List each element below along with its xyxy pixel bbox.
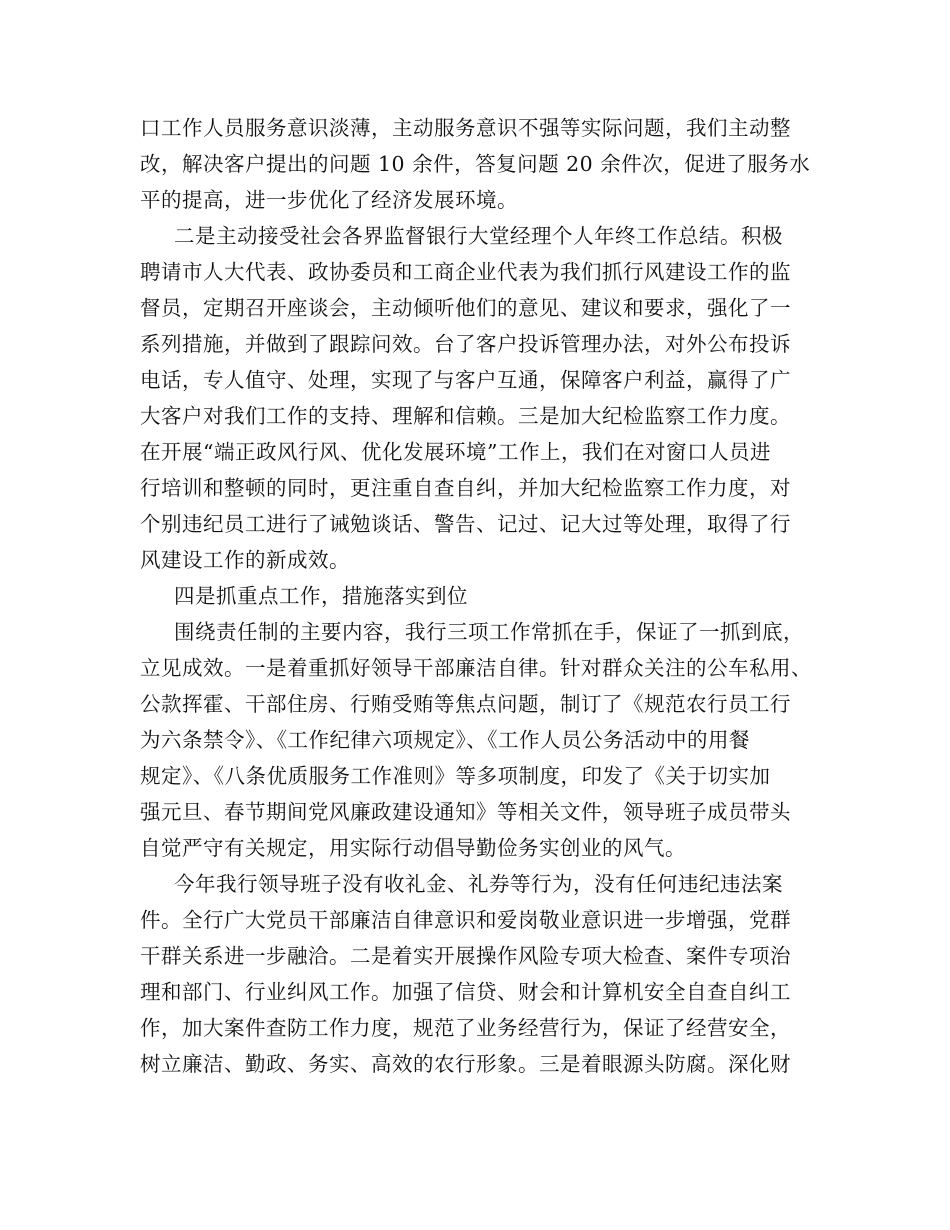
text-line: 件。全行广大党员干部廉洁自律意识和爱岗敬业意识进一步增强，党群 — [140, 908, 791, 932]
text-line: 聘请市人大代表、政协委员和工商企业代表为我们抓行风建设工作的监 — [140, 260, 791, 284]
text-line: 改，解决客户提出的问题 10 余件，答复问题 20 余件次，促进了服务水 — [140, 152, 811, 176]
text-line: 在开展“端正政风行风、优化发展环境”工作上，我们在对窗口人员进 — [140, 440, 771, 464]
text-line: 四是抓重点工作，措施落实到位 — [174, 584, 468, 608]
document-body — [140, 110, 830, 1082]
text-line: 规定》、《八条优质服务工作准则》等多项制度，印发了《关于切实加 — [140, 764, 771, 788]
text-line: 干群关系进一步融洽。二是着实开展操作风险专项大检查、案件专项治 — [140, 944, 791, 968]
text-line: 个别违纪员工进行了诫勉谈话、警告、记过、记大过等处理，取得了行 — [140, 512, 791, 536]
text-line: 强元旦、春节期间党风廉政建设通知》等相关文件，领导班子成员带头 — [140, 800, 791, 824]
text-line: 风建设工作的新成效。 — [140, 548, 350, 572]
text-line: 自觉严守有关规定，用实际行动倡导勤俭务实创业的风气。 — [140, 836, 686, 860]
text-line: 行培训和整顿的同时，更注重自查自纠，并加大纪检监察工作力度，对 — [140, 476, 791, 500]
text-line: 大客户对我们工作的支持、理解和信赖。三是加大纪检监察工作力度。 — [140, 404, 791, 428]
text-line: 为六条禁令》、《工作纪律六项规定》、《工作人员公务活动中的用餐 — [140, 728, 750, 752]
text-line: 立见成效。一是着重抓好领导干部廉洁自律。针对群众关注的公车私用、 — [140, 656, 812, 680]
text-line: 平的提高，进一步优化了经济发展环境。 — [140, 188, 518, 212]
text-line: 理和部门、行业纠风工作。加强了信贷、财会和计算机安全自查自纠工 — [140, 980, 791, 1004]
text-line: 督员，定期召开座谈会，主动倾听他们的意见、建议和要求，强化了一 — [140, 296, 791, 320]
text-line: 今年我行领导班子没有收礼金、礼券等行为，没有任何违纪违法案 — [174, 872, 783, 896]
text-line: 围绕责任制的主要内容，我行三项工作常抓在手，保证了一抓到底， — [174, 620, 804, 644]
text-line: 树立廉洁、勤政、务实、高效的农行形象。三是着眼源头防腐。深化财 — [140, 1052, 791, 1076]
text-line: 二是主动接受社会各界监督银行大堂经理个人年终工作总结。积极 — [174, 224, 783, 248]
text-line: 系列措施，并做到了跟踪问效。台了客户投诉管理办法，对外公布投诉 — [140, 332, 791, 356]
text-line: 公款挥霍、干部住房、行贿受贿等焦点问题，制订了《规范农行员工行 — [140, 692, 791, 716]
text-line: 口工作人员服务意识淡薄，主动服务意识不强等实际问题，我们主动整 — [140, 116, 791, 140]
text-line: 作，加大案件查防工作力度，规范了业务经营行为，保证了经营安全， — [140, 1016, 791, 1040]
text-line: 电话，专人值守、处理，实现了与客户互通，保障客户利益，赢得了广 — [140, 368, 791, 392]
